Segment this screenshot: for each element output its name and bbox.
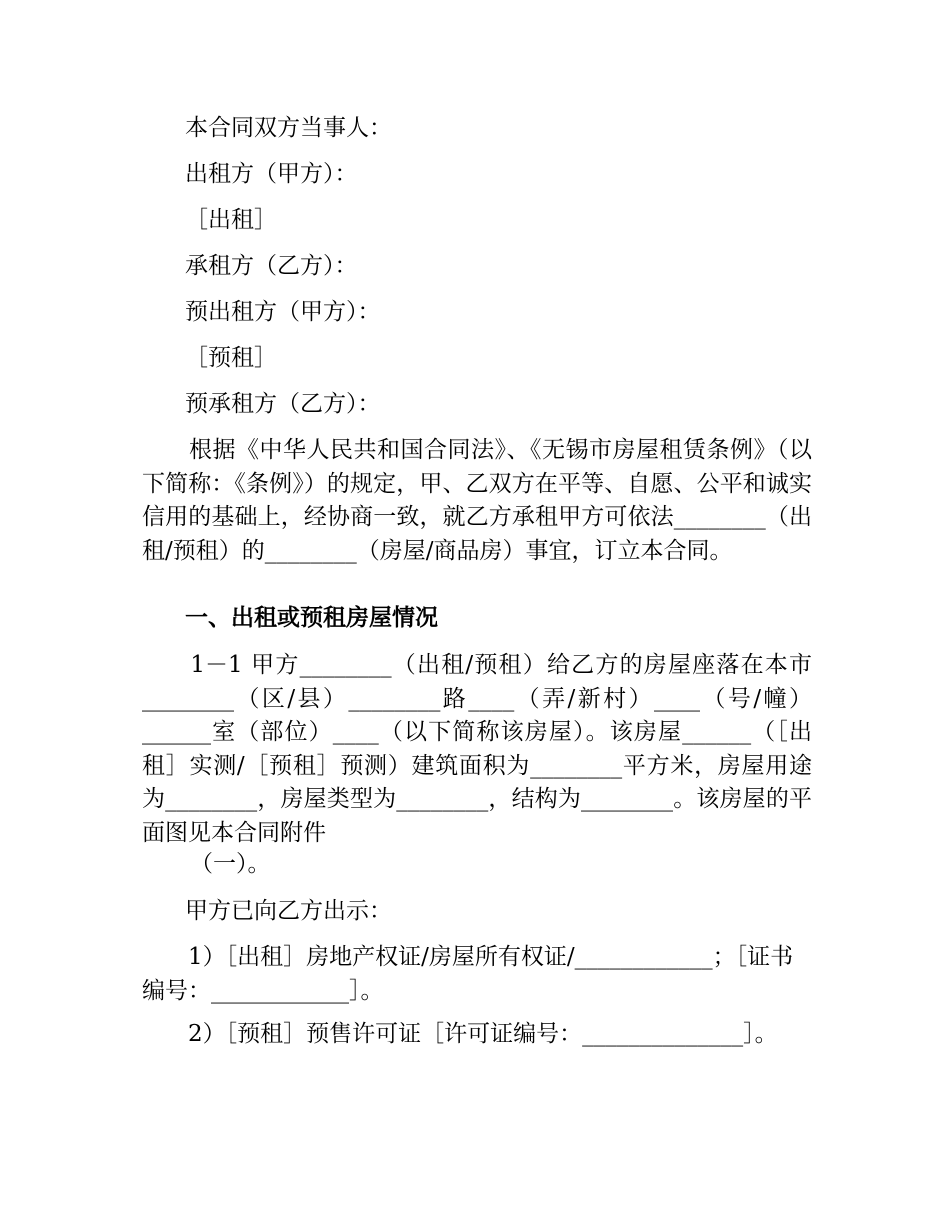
- attachment-reference: （一）。: [190, 851, 271, 877]
- preamble-paragraph: 根据《中华人民共和国合同法》、《无锡市房屋租赁条例》（以下简称：《条例》）的规定，甲、乙双方在平等、自愿、公平和诚实信用的基础上，经协商一致，就乙方承租甲方可依法________（出租/预租）的________（房屋/商品房）事宜，订立本合同。: [142, 437, 812, 564]
- rent-tag: ［出租］: [185, 207, 277, 233]
- parties-intro: 本合同双方当事人：: [185, 115, 392, 141]
- shown-intro: 甲方已向乙方出示：: [185, 898, 392, 924]
- clause-1-1: 1－1 甲方________（出租/预租）给乙方的房屋座落在本市________（区/县）________路____（弄/新村）____（号/幢）______室（部位）____（以下简称该房屋）。该房屋______（［出租］实测/［预租］预测）建筑面积为________平方米，房屋用途为________，房屋类型为________，结构为________。该房屋的平面图见本合同附件: [142, 652, 812, 846]
- pre-lessor-label: 预出租方（甲方）：: [185, 299, 381, 325]
- section-1-title: 一、出租或预租房屋情况: [185, 604, 438, 631]
- pre-lessee-label: 预承租方（乙方）：: [185, 391, 381, 417]
- prerent-tag: ［预租］: [185, 345, 277, 371]
- lessor-label: 出租方（甲方）：: [185, 161, 358, 187]
- lessee-label: 承租方（乙方）：: [185, 253, 358, 279]
- item-1: 1）［出租］房地产权证/房屋所有权证/____________；［证书编号：____________］。: [142, 944, 794, 1004]
- item-2: 2）［预租］预售许可证［许可证编号：______________］。: [142, 1021, 778, 1047]
